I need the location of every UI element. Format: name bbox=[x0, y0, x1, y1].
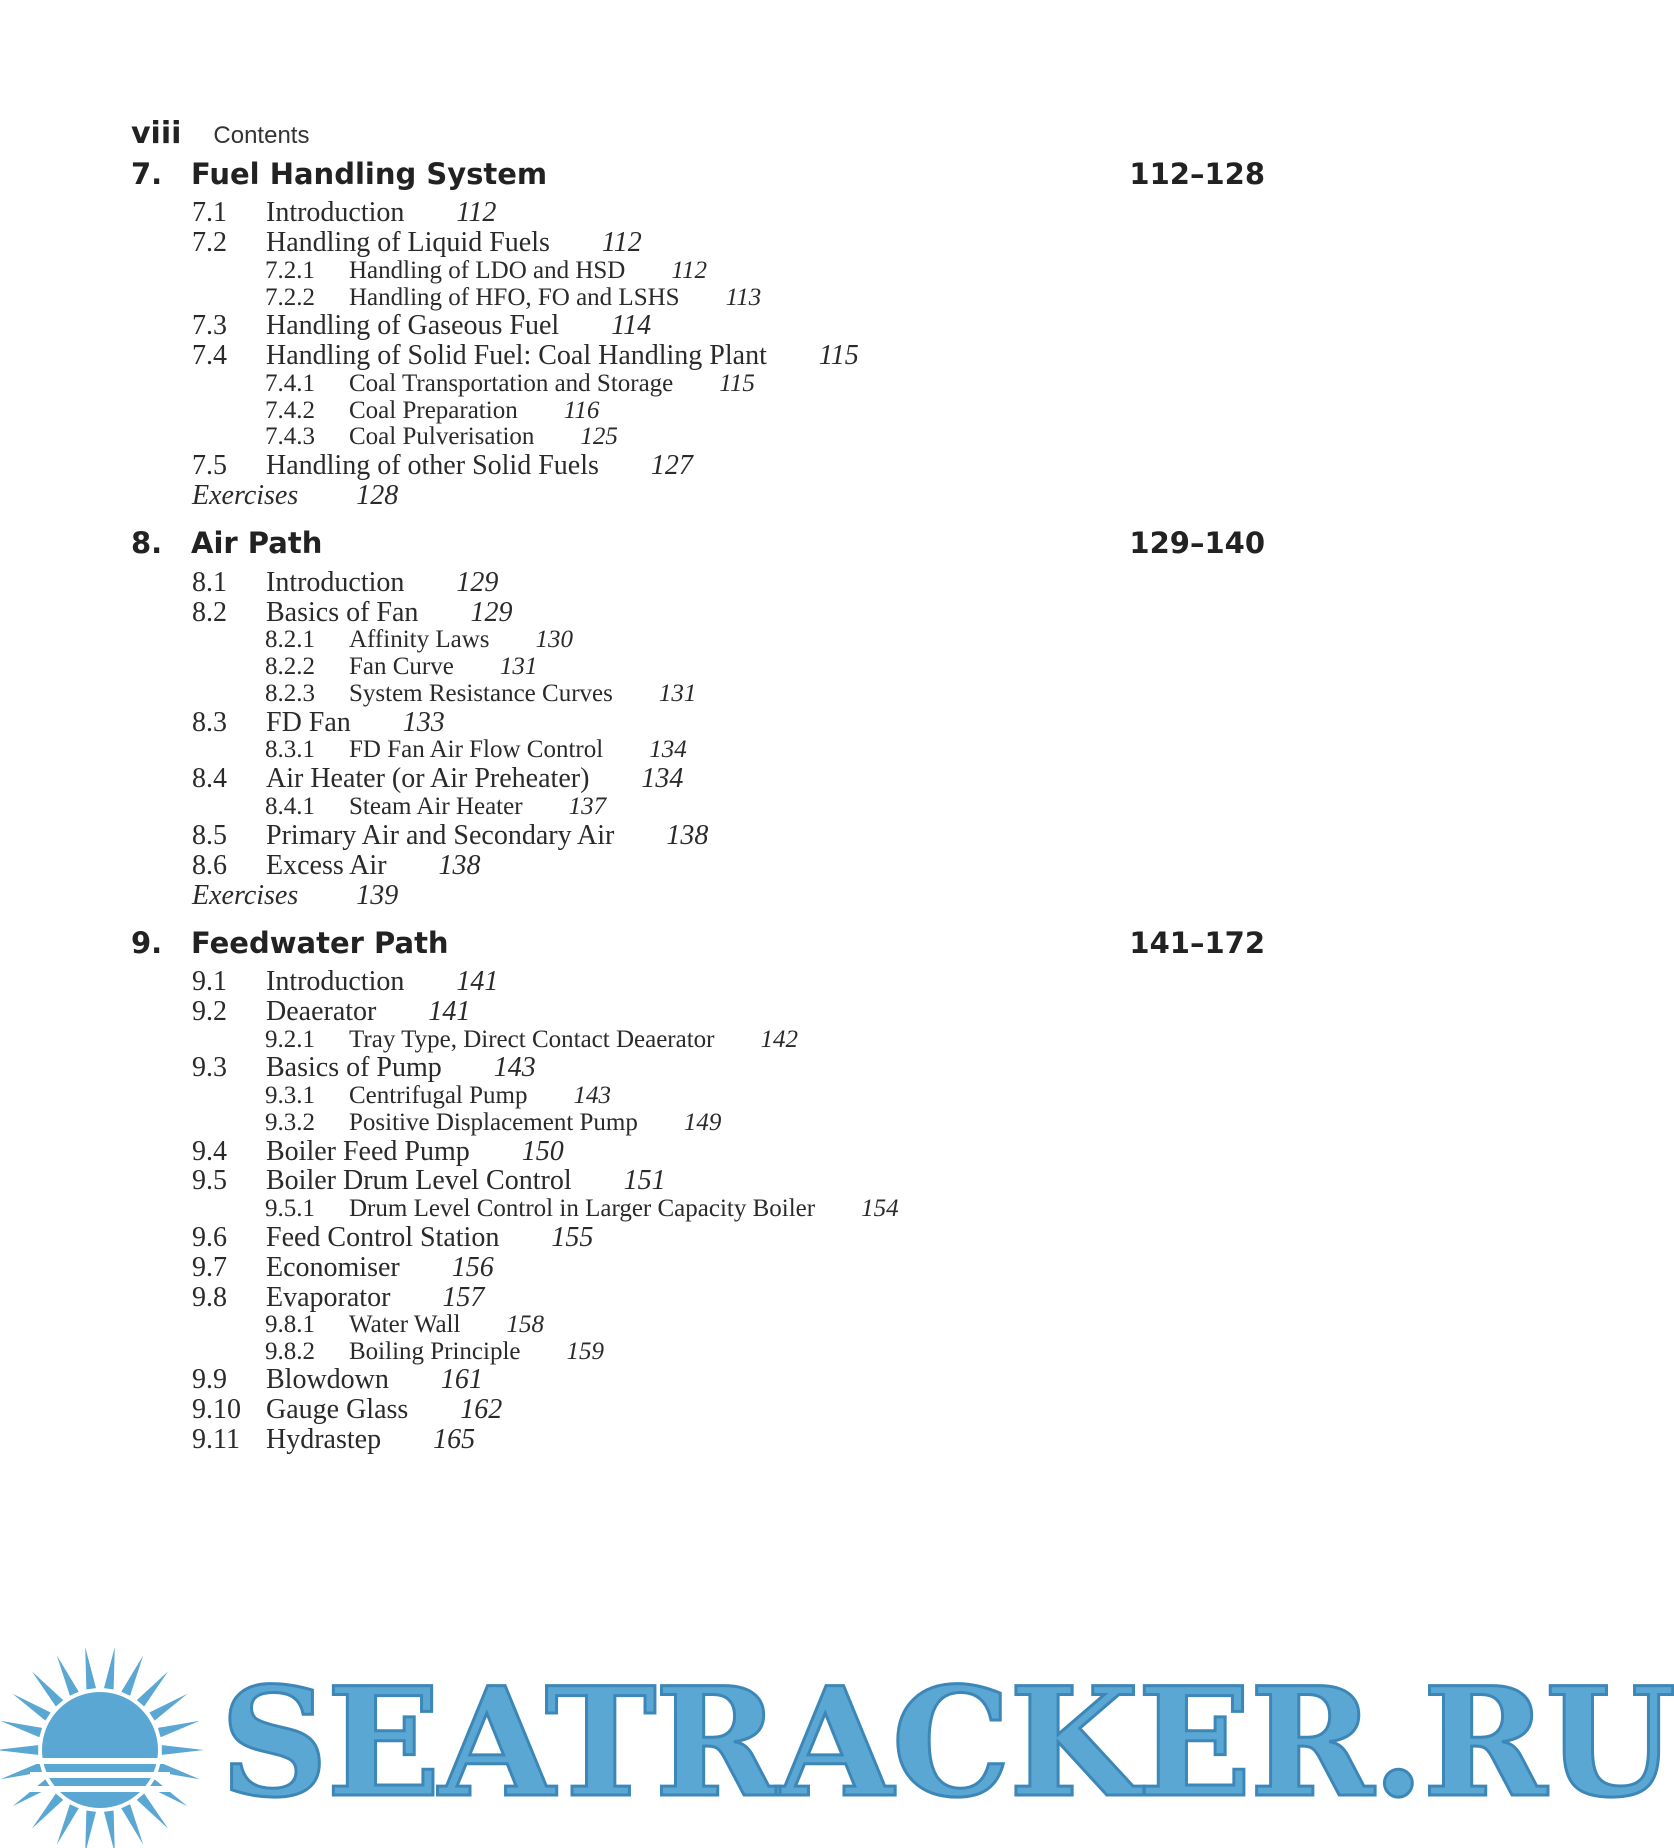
toc-entry bbox=[192, 820, 708, 852]
subsection-page: 149 bbox=[683, 1109, 722, 1136]
toc-entry bbox=[192, 567, 498, 599]
subsection-number: 9.2.1 bbox=[265, 1026, 315, 1053]
section-title: Basics of Fan bbox=[266, 597, 419, 628]
toc-entry bbox=[192, 227, 642, 259]
toc-subentry bbox=[265, 370, 755, 398]
sun-ray bbox=[104, 1810, 115, 1848]
exercises-label: Exercises bbox=[192, 880, 299, 911]
subsection-page: 131 bbox=[499, 653, 538, 680]
subsection-page: 142 bbox=[760, 1026, 798, 1053]
section-title: Introduction bbox=[266, 966, 405, 997]
section-title: Economiser bbox=[266, 1252, 400, 1283]
toc-subentry bbox=[265, 423, 618, 451]
running-header-label: Contents bbox=[213, 122, 310, 149]
subsection-title: Water Wall bbox=[349, 1311, 461, 1338]
toc-subentry bbox=[265, 397, 599, 425]
toc-entry bbox=[192, 1222, 593, 1254]
section-title: Boiler Feed Pump bbox=[266, 1136, 470, 1167]
section-page: 151 bbox=[623, 1165, 666, 1196]
section-number: 8.4 bbox=[192, 763, 227, 794]
sun-ray bbox=[0, 1745, 38, 1755]
section-title: Handling of other Solid Fuels bbox=[266, 450, 599, 481]
subsection-title: Boiling Principle bbox=[349, 1338, 521, 1365]
page-number: viii bbox=[131, 116, 182, 151]
subsection-number: 7.4.1 bbox=[265, 370, 315, 397]
section-page: 162 bbox=[460, 1394, 503, 1425]
section-number: 9.8 bbox=[192, 1282, 227, 1313]
chapter-title: Fuel Handling System bbox=[191, 157, 548, 191]
section-title: Basics of Pump bbox=[266, 1052, 442, 1083]
section-title: Introduction bbox=[266, 567, 405, 598]
section-number: 9.3 bbox=[192, 1052, 227, 1083]
chapter-number: 7. bbox=[131, 157, 163, 191]
section-number: 7.3 bbox=[192, 310, 227, 341]
subsection-number: 9.3.1 bbox=[265, 1082, 315, 1109]
chapter-number: 8. bbox=[131, 526, 163, 560]
toc-subentry bbox=[265, 1026, 798, 1054]
section-title: Blowdown bbox=[266, 1364, 389, 1395]
subsection-number: 9.8.1 bbox=[265, 1311, 315, 1338]
subsection-title: Handling of HFO, FO and LSHS bbox=[349, 284, 680, 311]
section-title: Evaporator bbox=[266, 1282, 391, 1313]
toc-entry bbox=[192, 1252, 494, 1284]
sun-ray bbox=[13, 1779, 51, 1806]
toc-subentry bbox=[265, 736, 687, 764]
sun-ray bbox=[137, 1794, 168, 1829]
subsection-page: 137 bbox=[568, 793, 607, 820]
chapter-page-range: 112–128 bbox=[1129, 157, 1265, 191]
section-title: FD Fan bbox=[266, 707, 351, 738]
subsection-page: 154 bbox=[861, 1195, 899, 1222]
toc-subentry bbox=[265, 680, 696, 708]
sun-ray bbox=[57, 1655, 79, 1695]
section-title: Hydrastep bbox=[266, 1424, 382, 1455]
section-page: 129 bbox=[456, 567, 499, 598]
chapter-heading bbox=[131, 157, 1265, 191]
toc-entry bbox=[192, 1424, 475, 1456]
subsection-title: Affinity Laws bbox=[349, 626, 490, 653]
subsection-number: 9.8.2 bbox=[265, 1338, 315, 1365]
toc-subentry bbox=[265, 1082, 611, 1110]
sun-ray bbox=[158, 1721, 200, 1738]
sun-ray bbox=[57, 1804, 79, 1844]
chapter-page-range: 129–140 bbox=[1129, 526, 1265, 560]
toc-subentry bbox=[265, 257, 707, 285]
subsection-page: 125 bbox=[580, 423, 618, 450]
section-number: 7.2 bbox=[192, 227, 227, 258]
section-title: Primary Air and Secondary Air bbox=[266, 820, 615, 851]
section-title: Boiler Drum Level Control bbox=[266, 1165, 572, 1196]
toc-subentry bbox=[265, 284, 761, 312]
sun-ray bbox=[149, 1694, 187, 1721]
section-page: 127 bbox=[650, 450, 693, 481]
subsection-number: 8.2.1 bbox=[265, 626, 315, 653]
subsection-title: Coal Transportation and Storage bbox=[349, 370, 674, 397]
section-number: 9.9 bbox=[192, 1364, 227, 1395]
toc-entry bbox=[192, 1165, 666, 1197]
section-page: 141 bbox=[428, 996, 471, 1027]
toc-entry bbox=[192, 340, 859, 372]
section-number: 8.6 bbox=[192, 850, 227, 881]
toc-entry bbox=[192, 707, 445, 739]
subsection-page: 134 bbox=[649, 736, 687, 763]
sun-ray bbox=[85, 1810, 96, 1848]
toc-subentry bbox=[265, 653, 537, 681]
section-title: Feed Control Station bbox=[266, 1222, 500, 1253]
section-page: 133 bbox=[402, 707, 445, 738]
subsection-title: Coal Pulverisation bbox=[349, 423, 535, 450]
toc-subentry bbox=[265, 1338, 604, 1366]
section-number: 7.5 bbox=[192, 450, 227, 481]
sun-ray bbox=[121, 1655, 143, 1695]
section-page: 150 bbox=[521, 1136, 564, 1167]
section-page: 141 bbox=[456, 966, 499, 997]
section-number: 9.7 bbox=[192, 1252, 227, 1283]
subsection-page: 115 bbox=[719, 370, 755, 397]
subsection-page: 113 bbox=[725, 284, 762, 311]
toc-entry bbox=[192, 597, 512, 629]
section-page: 165 bbox=[433, 1424, 476, 1455]
toc-entry bbox=[192, 1364, 483, 1396]
subsection-title: Drum Level Control in Larger Capacity Boiler bbox=[349, 1195, 816, 1222]
section-page: 112 bbox=[456, 197, 497, 228]
sun-ray bbox=[32, 1671, 63, 1706]
section-number: 8.5 bbox=[192, 820, 227, 851]
toc-subentry bbox=[265, 1109, 721, 1137]
section-page: 138 bbox=[666, 820, 709, 851]
section-page: 112 bbox=[601, 227, 642, 258]
toc-entry bbox=[192, 450, 693, 482]
subsection-title: Steam Air Heater bbox=[349, 793, 523, 820]
subsection-title: Tray Type, Direct Contact Deaerator bbox=[349, 1026, 715, 1053]
section-title: Excess Air bbox=[266, 850, 387, 881]
section-number: 9.10 bbox=[192, 1394, 241, 1425]
chapter-page-range: 141–172 bbox=[1129, 926, 1265, 960]
subsection-title: FD Fan Air Flow Control bbox=[349, 736, 604, 763]
section-page: 115 bbox=[818, 340, 859, 371]
subsection-page: 159 bbox=[566, 1338, 605, 1365]
exercises-label: Exercises bbox=[192, 480, 299, 511]
subsection-page: 112 bbox=[671, 257, 708, 284]
section-number: 9.2 bbox=[192, 996, 227, 1027]
subsection-number: 9.3.2 bbox=[265, 1109, 315, 1136]
subsection-title: Handling of LDO and HSD bbox=[349, 257, 626, 284]
toc-entry bbox=[192, 1136, 564, 1168]
chapter-title: Air Path bbox=[191, 526, 323, 560]
toc-entry bbox=[192, 966, 498, 998]
subsection-number: 9.5.1 bbox=[265, 1195, 315, 1222]
subsection-page: 116 bbox=[563, 397, 600, 424]
subsection-number: 7.2.1 bbox=[265, 257, 315, 284]
sun-ray bbox=[149, 1779, 187, 1806]
toc-subentry bbox=[265, 626, 573, 654]
subsection-page: 158 bbox=[506, 1311, 544, 1338]
sun-ray bbox=[104, 1647, 115, 1689]
section-title: Air Heater (or Air Preheater) bbox=[266, 763, 590, 794]
toc-entry bbox=[192, 310, 651, 342]
toc-entry bbox=[192, 1052, 536, 1084]
section-title: Gauge Glass bbox=[266, 1394, 409, 1425]
toc-subentry bbox=[265, 1311, 544, 1339]
section-page: 138 bbox=[438, 850, 481, 881]
subsection-number: 7.4.3 bbox=[265, 423, 315, 450]
chapter-heading bbox=[131, 926, 1265, 960]
subsection-number: 8.3.1 bbox=[265, 736, 315, 763]
subsection-page: 131 bbox=[658, 680, 697, 707]
subsection-number: 8.2.3 bbox=[265, 680, 315, 707]
subsection-number: 8.4.1 bbox=[265, 793, 315, 820]
section-page: 161 bbox=[440, 1364, 483, 1395]
sun-ray bbox=[162, 1745, 204, 1755]
chapter-number: 9. bbox=[131, 926, 163, 960]
sun-ray bbox=[85, 1647, 96, 1689]
subsection-number: 7.4.2 bbox=[265, 397, 315, 424]
watermark-text: SEATRACKER.RU bbox=[220, 1655, 1674, 1831]
subsection-title: Fan Curve bbox=[349, 653, 454, 680]
toc-entry bbox=[192, 763, 683, 795]
section-number: 8.2 bbox=[192, 597, 227, 628]
subsection-title: Centrifugal Pump bbox=[349, 1082, 528, 1109]
section-page: 156 bbox=[451, 1252, 494, 1283]
section-number: 9.5 bbox=[192, 1165, 227, 1196]
exercises-page: 128 bbox=[356, 480, 399, 511]
toc-entry bbox=[192, 1394, 502, 1426]
section-number: 9.11 bbox=[192, 1424, 240, 1455]
section-page: 143 bbox=[493, 1052, 536, 1083]
section-title: Handling of Solid Fuel: Coal Handling Plant bbox=[266, 340, 767, 371]
section-page: 129 bbox=[470, 597, 513, 628]
sun-ray bbox=[121, 1804, 143, 1844]
section-page: 157 bbox=[442, 1282, 485, 1313]
chapter-title: Feedwater Path bbox=[191, 926, 449, 960]
sun-ray bbox=[32, 1794, 63, 1829]
subsection-number: 7.2.2 bbox=[265, 284, 315, 311]
section-title: Handling of Gaseous Fuel bbox=[266, 310, 560, 341]
section-page: 114 bbox=[611, 310, 652, 341]
section-number: 7.4 bbox=[192, 340, 227, 371]
toc-subentry bbox=[265, 1195, 899, 1223]
toc-entry bbox=[192, 197, 496, 229]
sun-ray bbox=[0, 1721, 42, 1738]
subsection-page: 143 bbox=[573, 1082, 611, 1109]
toc-entry bbox=[192, 996, 470, 1028]
subsection-title: Coal Preparation bbox=[349, 397, 518, 424]
section-number: 9.4 bbox=[192, 1136, 227, 1167]
toc-entry bbox=[192, 850, 481, 882]
subsection-title: System Resistance Curves bbox=[349, 680, 613, 707]
section-number: 8.3 bbox=[192, 707, 227, 738]
section-title: Deaerator bbox=[266, 996, 377, 1027]
toc-entry bbox=[192, 1282, 484, 1314]
subsection-title: Positive Displacement Pump bbox=[349, 1109, 638, 1136]
section-page: 134 bbox=[641, 763, 684, 794]
toc-subentry bbox=[265, 793, 606, 821]
toc-exercises bbox=[192, 880, 398, 912]
section-number: 9.1 bbox=[192, 966, 227, 997]
section-title: Introduction bbox=[266, 197, 405, 228]
section-number: 8.1 bbox=[192, 567, 227, 598]
running-header bbox=[131, 116, 309, 151]
toc-exercises bbox=[192, 480, 398, 512]
section-title: Handling of Liquid Fuels bbox=[266, 227, 550, 258]
subsection-number: 8.2.2 bbox=[265, 653, 315, 680]
chapter-heading bbox=[131, 526, 1265, 560]
section-number: 7.1 bbox=[192, 197, 227, 228]
section-number: 9.6 bbox=[192, 1222, 227, 1253]
section-page: 155 bbox=[551, 1222, 594, 1253]
sun-ray bbox=[137, 1671, 168, 1706]
sun-ray bbox=[13, 1694, 51, 1721]
subsection-page: 130 bbox=[535, 626, 573, 653]
exercises-page: 139 bbox=[356, 880, 399, 911]
